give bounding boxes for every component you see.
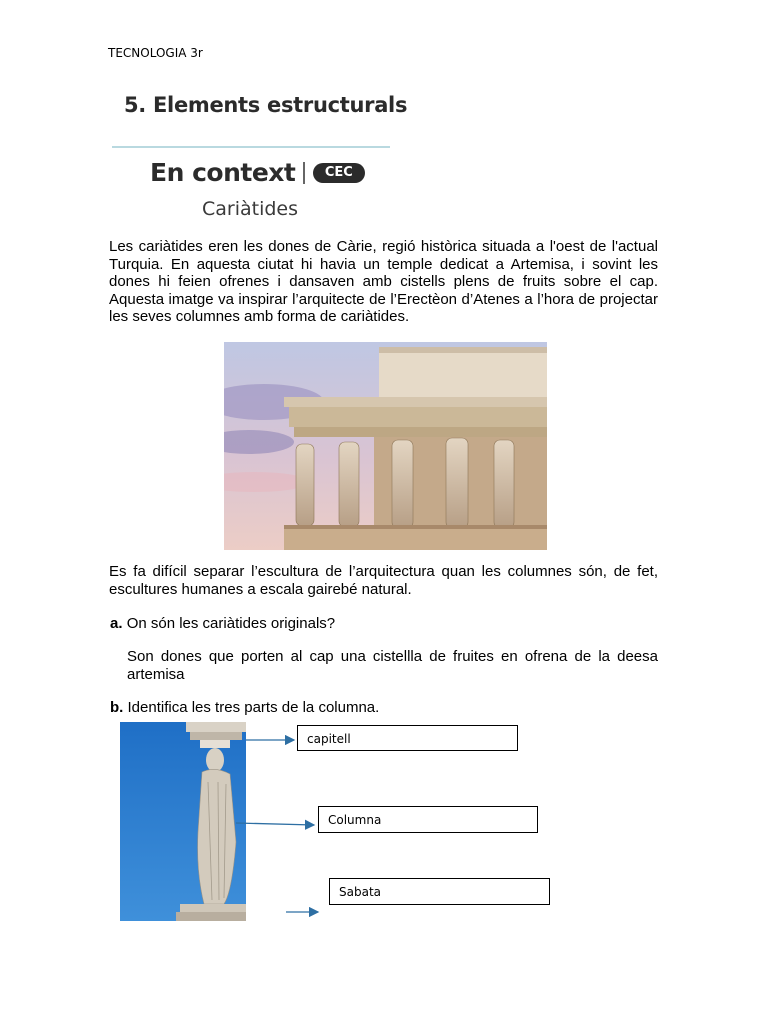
competence-badge: CEC: [313, 163, 365, 183]
question-a-label: a.: [110, 615, 123, 632]
answer-box-columna[interactable]: Columna: [318, 806, 538, 833]
question-a: [110, 615, 335, 632]
running-head: TECNOLOGIA 3r: [108, 46, 203, 60]
question-b: [110, 699, 379, 716]
second-paragraph: Es fa difícil separar l’escultura de l’arquitectura quan les columnes són, de fet, escultures humanes a escala gairebé natural.: [109, 563, 658, 598]
answer-box-capitell[interactable]: capitell: [297, 725, 518, 751]
question-b-label: b.: [110, 699, 124, 716]
context-separator: [303, 162, 305, 184]
intro-paragraph: Les cariàtides eren les dones de Càrie, regió històrica situada a l'oest de l'actual Turquia. En aquesta ciutat hi havia un temple dedicat a Artemisa, i sovint les dones hi feien ofrenes i dansaven amb cistells plens de fruits sobre el cap. Aquesta imatge va inspirar l’arquitecte de l’Erectèon d’Atenes a l’hora de projectar les seves columnes amb forma de cariàtides.: [109, 238, 658, 326]
erechtheion-photo: [224, 342, 547, 550]
section-title: 5. Elements estructurals: [124, 93, 408, 117]
context-subtitle: Cariàtides: [202, 198, 299, 220]
answer-a: Son dones que porten al cap una cistellla de fruites en ofrena de la deesa artemisa: [127, 648, 658, 683]
context-heading: [150, 158, 365, 187]
context-rule: [112, 146, 390, 148]
question-a-text: On són les cariàtides originals?: [126, 615, 336, 632]
context-title: En context: [150, 158, 296, 187]
arrow-columna: [236, 823, 314, 825]
question-b-text: Identifica les tres parts de la columna.: [127, 699, 380, 716]
answer-box-sabata[interactable]: Sabata: [329, 878, 550, 905]
